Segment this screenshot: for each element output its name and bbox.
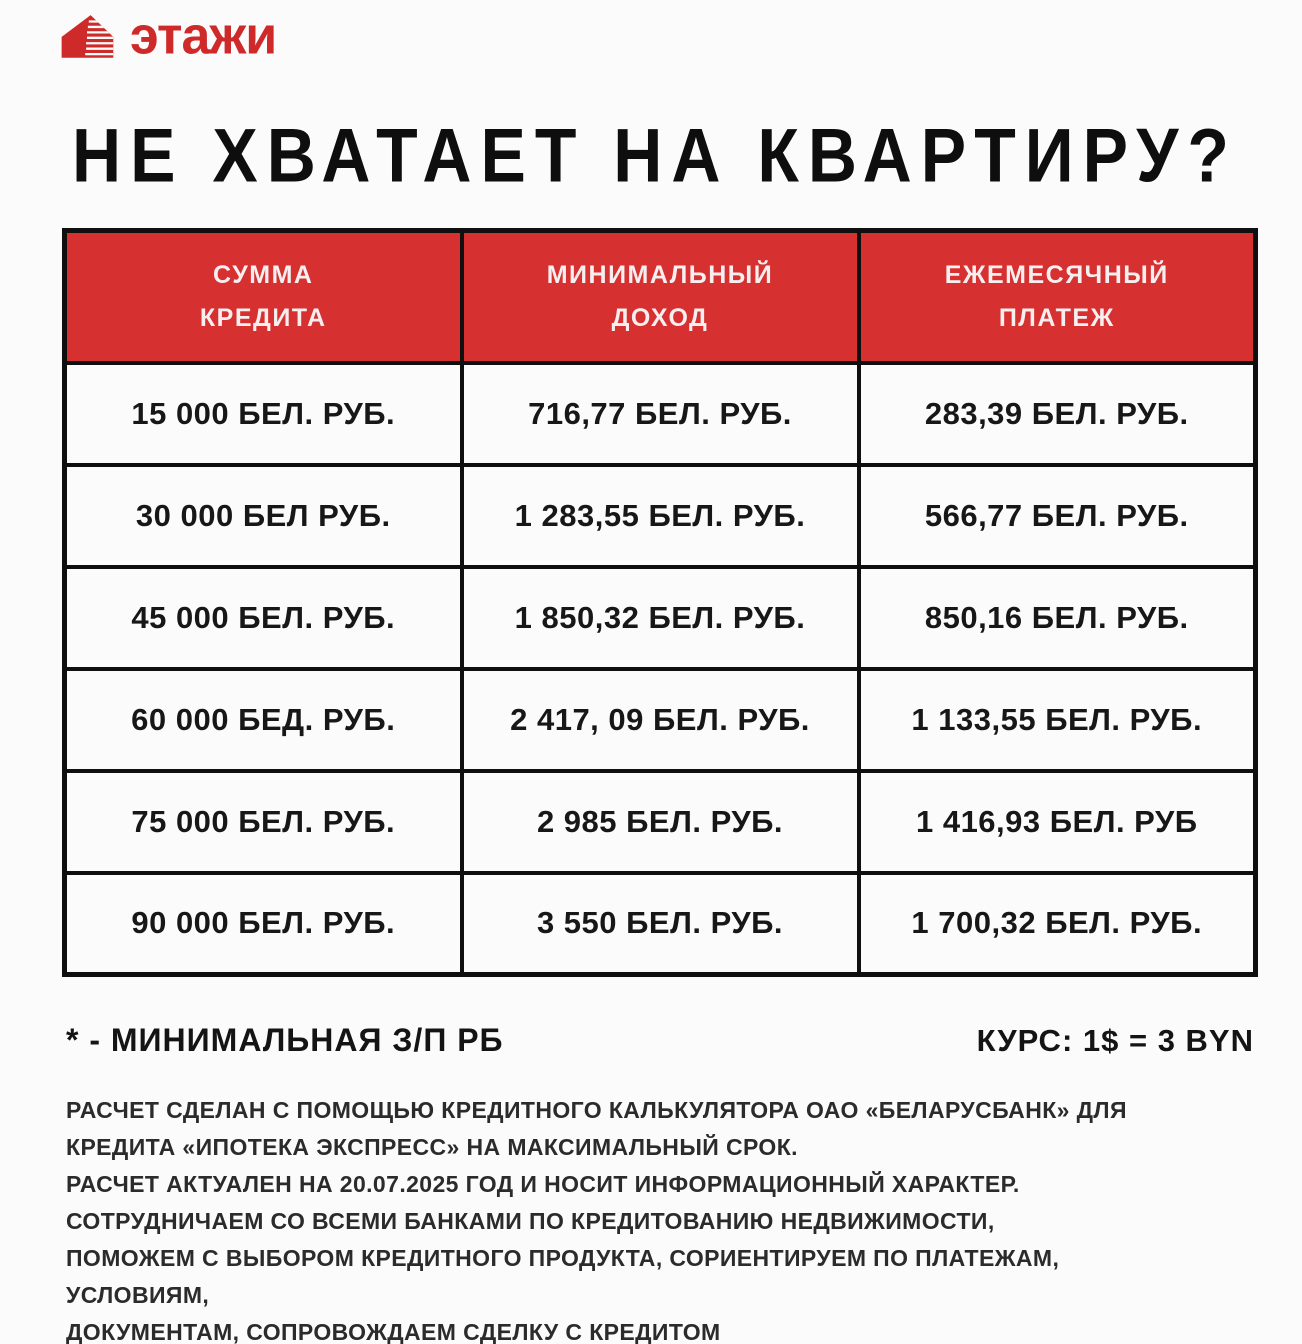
table-header-row bbox=[65, 231, 1256, 363]
credit-table bbox=[62, 228, 1258, 977]
disclaimer-line: СОТРУДНИЧАЕМ СО ВСЕМИ БАНКАМИ ПО КРЕДИТОВАНИЮ НЕДВИЖИМОСТИ, bbox=[66, 1208, 995, 1234]
brand-logo bbox=[58, 6, 277, 66]
disclaimer-text bbox=[66, 1092, 1251, 1344]
disclaimer-line: РАСЧЕТ АКТУАЛЕН НА 20.07.2025 ГОД И НОСИТ ИНФОРМАЦИОННЫЙ ХАРАКТЕР. bbox=[66, 1171, 1020, 1197]
table-row bbox=[65, 567, 1256, 669]
table-row bbox=[65, 771, 1256, 873]
header-min-income: МИНИМАЛЬНЫЙ ДОХОД bbox=[462, 231, 859, 363]
table-row bbox=[65, 363, 1256, 465]
credit-amount-cell: 30 000 БЕЛ РУБ. bbox=[65, 465, 462, 567]
header-monthly-payment: ЕЖЕМЕСЯЧНЫЙ ПЛАТЕЖ bbox=[859, 231, 1256, 363]
monthly-payment-cell: 283,39 БЕЛ. РУБ. bbox=[859, 363, 1256, 465]
table-row bbox=[65, 465, 1256, 567]
exchange-rate-note: КУРС: 1$ = 3 BYN bbox=[976, 1023, 1254, 1058]
page-title: НЕ ХВАТАЕТ НА КВАРТИРУ? bbox=[72, 113, 1238, 199]
min-income-cell: 1 850,32 БЕЛ. РУБ. bbox=[462, 567, 859, 669]
footnote-row bbox=[66, 1022, 1254, 1059]
table-row bbox=[65, 873, 1256, 975]
disclaimer-line: ПОМОЖЕМ С ВЫБОРОМ КРЕДИТНОГО ПРОДУКТА, СОРИЕНТИРУЕМ ПО ПЛАТЕЖАМ, bbox=[66, 1245, 1060, 1271]
min-income-cell: 716,77 БЕЛ. РУБ. bbox=[462, 363, 859, 465]
credit-amount-cell: 90 000 БЕЛ. РУБ. bbox=[65, 873, 462, 975]
min-salary-footnote: * - МИНИМАЛЬНАЯ З/П РБ bbox=[66, 1022, 504, 1058]
monthly-payment-cell: 1 133,55 БЕЛ. РУБ. bbox=[859, 669, 1256, 771]
min-income-cell: 2 417, 09 БЕЛ. РУБ. bbox=[462, 669, 859, 771]
brand-name: этажи bbox=[130, 6, 277, 66]
building-floors-icon bbox=[58, 11, 116, 61]
credit-amount-cell: 15 000 БЕЛ. РУБ. bbox=[65, 363, 462, 465]
disclaimer-line: ДОКУМЕНТАМ, СОПРОВОЖДАЕМ СДЕЛКУ С КРЕДИТОМ bbox=[66, 1319, 721, 1344]
credit-table-container bbox=[62, 228, 1258, 977]
monthly-payment-cell: 1 700,32 БЕЛ. РУБ. bbox=[859, 873, 1256, 975]
disclaimer-line: КРЕДИТА «ИПОТЕКА ЭКСПРЕСС» НА МАКСИМАЛЬНЫЙ СРОК. bbox=[66, 1134, 798, 1160]
header-credit-amount: СУММА КРЕДИТА bbox=[65, 231, 462, 363]
disclaimer-line: РАСЧЕТ СДЕЛАН С ПОМОЩЬЮ КРЕДИТНОГО КАЛЬКУЛЯТОРА ОАО «БЕЛАРУСБАНК» ДЛЯ bbox=[66, 1097, 1127, 1123]
monthly-payment-cell: 850,16 БЕЛ. РУБ. bbox=[859, 567, 1256, 669]
min-income-cell: 1 283,55 БЕЛ. РУБ. bbox=[462, 465, 859, 567]
table-row bbox=[65, 669, 1256, 771]
credit-amount-cell: 75 000 БЕЛ. РУБ. bbox=[65, 771, 462, 873]
disclaimer-line: УСЛОВИЯМ, bbox=[66, 1282, 210, 1308]
monthly-payment-cell: 566,77 БЕЛ. РУБ. bbox=[859, 465, 1256, 567]
credit-amount-cell: 60 000 БЕД. РУБ. bbox=[65, 669, 462, 771]
min-income-cell: 3 550 БЕЛ. РУБ. bbox=[462, 873, 859, 975]
credit-amount-cell: 45 000 БЕЛ. РУБ. bbox=[65, 567, 462, 669]
min-income-cell: 2 985 БЕЛ. РУБ. bbox=[462, 771, 859, 873]
monthly-payment-cell: 1 416,93 БЕЛ. РУБ bbox=[859, 771, 1256, 873]
